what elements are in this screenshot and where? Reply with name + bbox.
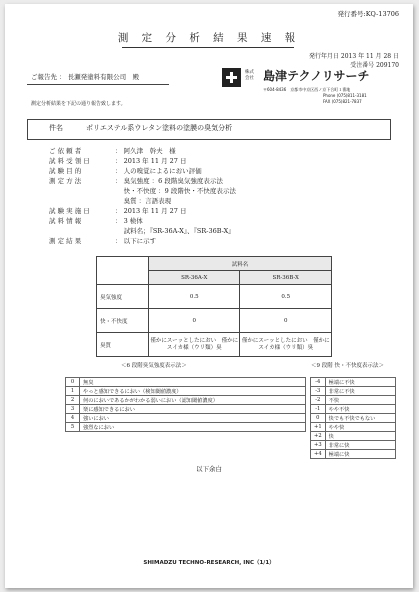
info-value: ： 臭気強度 ：6 段階臭気強度表示法	[115, 177, 223, 185]
cell-value: 僅かにスーッとしたにおい 僅かにスイカ様（ウリ類）臭	[240, 333, 332, 357]
table-row	[311, 450, 396, 459]
scale-text: 不快	[325, 396, 395, 405]
row-label: 快・不快度	[97, 309, 149, 333]
info-label: 測 定 結 果	[49, 237, 82, 245]
document-number: 発行番号:KQ-13706	[337, 10, 399, 18]
table-row	[66, 378, 306, 387]
scale-text: 快	[325, 432, 395, 441]
info-label: 試 験 目 的	[49, 167, 82, 175]
info-label: ご 依 頼 者	[49, 147, 82, 155]
scale-value: 1	[66, 387, 80, 396]
table-row	[66, 423, 306, 432]
sample-name: SR-36A-X	[149, 271, 240, 285]
scale-value: 2	[66, 396, 80, 405]
scale-value: +2	[311, 432, 326, 441]
scale-value: +4	[311, 450, 326, 459]
table-row	[311, 387, 396, 396]
table-row	[311, 396, 396, 405]
title-underline	[122, 47, 294, 48]
scale-text: 極端に快	[325, 450, 395, 459]
acceptance-number: 受注番号 209170	[350, 62, 399, 69]
results-table	[96, 256, 332, 357]
scale-text: 快でも不快でもない	[325, 414, 395, 423]
scale-text: やや快	[325, 423, 395, 432]
scale-value: 4	[66, 414, 80, 423]
info-value: ： 人の嗅覚によるにおい評価	[115, 167, 202, 175]
report-title: 測 定 分 析 結 果 速 報	[117, 32, 301, 44]
scale-value: 5	[66, 423, 80, 432]
scale-value: +3	[311, 441, 326, 450]
table-row	[66, 414, 306, 423]
info-value: 快・不快度 ：9 段階快・不快度表示法	[115, 187, 236, 195]
row-label: 臭気強度	[97, 285, 149, 309]
scale-value: 0	[311, 414, 326, 423]
kaisha-mark: 株式会社	[245, 70, 254, 81]
table-row	[311, 432, 396, 441]
scale-value: -4	[311, 378, 326, 387]
hedonic-caption: ＜9 段階 快・不快度表示法＞	[311, 363, 384, 369]
table-row	[97, 333, 332, 357]
table-row	[97, 285, 332, 309]
company-name: 島津テクノリサーチ	[263, 69, 370, 83]
scale-value: -3	[311, 387, 326, 396]
info-value: ： 2013 年 11 月 27 日	[115, 157, 187, 165]
info-label: 試 料 受 領 日	[49, 157, 90, 165]
scale-text: 極端に不快	[325, 378, 395, 387]
info-value: ： 阿久津 幹夫 様	[115, 147, 176, 155]
info-label: 測 定 方 法	[49, 177, 82, 185]
page-footer: SHIMADZU TECHNO-RESEARCH, INC（1/1）	[143, 560, 275, 566]
scale-value: 3	[66, 405, 80, 414]
recipient: ご報告先 ： 長瀬発塗料有限公司 殿	[31, 73, 140, 81]
company-phone: Phone (075)811-3181	[323, 93, 367, 98]
cell-value: 0.5	[240, 285, 332, 309]
table-row	[66, 405, 306, 414]
row-label: 臭質	[97, 333, 149, 357]
table-row	[311, 405, 396, 414]
table-row	[311, 414, 396, 423]
cell-value: 0	[240, 309, 332, 333]
issue-date: 発行年月日 2013 年 11 月 28 日	[309, 53, 399, 60]
info-value: ： 2013 年 11 月 27 日	[115, 207, 187, 215]
cell-value: 僅かにスーッとしたにおい 僅かにスイカ様（ウリ類）臭	[149, 333, 240, 357]
scale-value: 0	[66, 378, 80, 387]
closing-text: 以下余白	[196, 465, 222, 473]
info-label: 試 験 実 施 日	[49, 207, 90, 215]
scale-text: やっと感知できるにおい（検知閾値濃度）	[80, 387, 306, 396]
info-label: 試 料 情 報	[49, 217, 82, 225]
scale-text: 楽に感知できるにおい	[80, 405, 306, 414]
scale-text: 強烈なにおい	[80, 423, 306, 432]
scale-value: -1	[311, 405, 326, 414]
info-value: 試料名；『SR-36A-X』、『SR-36B-X』	[115, 227, 235, 235]
scale-text: やや不快	[325, 405, 395, 414]
company-address: 〒604-8436 京都市中京区西ノ京下合町１番地	[263, 87, 351, 92]
table-row	[311, 423, 396, 432]
report-page	[5, 4, 413, 588]
sample-header: 試料名	[149, 257, 332, 271]
info-value: ： 以下に示す	[115, 237, 157, 245]
intensity-scale-table	[65, 377, 306, 432]
table-row	[66, 387, 306, 396]
info-value: ： 3 検体	[115, 217, 143, 225]
scale-text: 非常に不快	[325, 387, 395, 396]
table-row	[311, 441, 396, 450]
company-logo-icon	[222, 68, 241, 87]
intro-text: 測定分析結果を下記の通り報告致します。	[31, 101, 126, 107]
scale-value: +1	[311, 423, 326, 432]
recipient-underline	[27, 84, 169, 85]
scale-text: 何のにおいであるかがわかる弱いにおい（認知閾値濃度）	[80, 396, 306, 405]
table-row	[311, 378, 396, 387]
info-value: 臭質 ：言語表現	[115, 197, 172, 205]
scale-text: 強いにおい	[80, 414, 306, 423]
cell-value: 0.5	[149, 285, 240, 309]
subject-value: ポリエステル系ウレタン塗料の塗膜の臭気分析	[86, 124, 233, 132]
table-row	[66, 396, 306, 405]
results-corner	[97, 257, 149, 285]
scale-text: 非常に快	[325, 441, 395, 450]
subject-label: 件名	[49, 124, 63, 132]
scale-text: 無臭	[80, 378, 306, 387]
cell-value: 0	[149, 309, 240, 333]
table-row	[97, 309, 332, 333]
sample-name: SR-36B-X	[240, 271, 332, 285]
hedonic-scale-table	[310, 377, 396, 459]
company-fax: FAX (075)821-7837	[323, 99, 362, 104]
intensity-caption: ＜6 段階臭気強度表示法＞	[121, 363, 187, 369]
scale-value: -2	[311, 396, 326, 405]
